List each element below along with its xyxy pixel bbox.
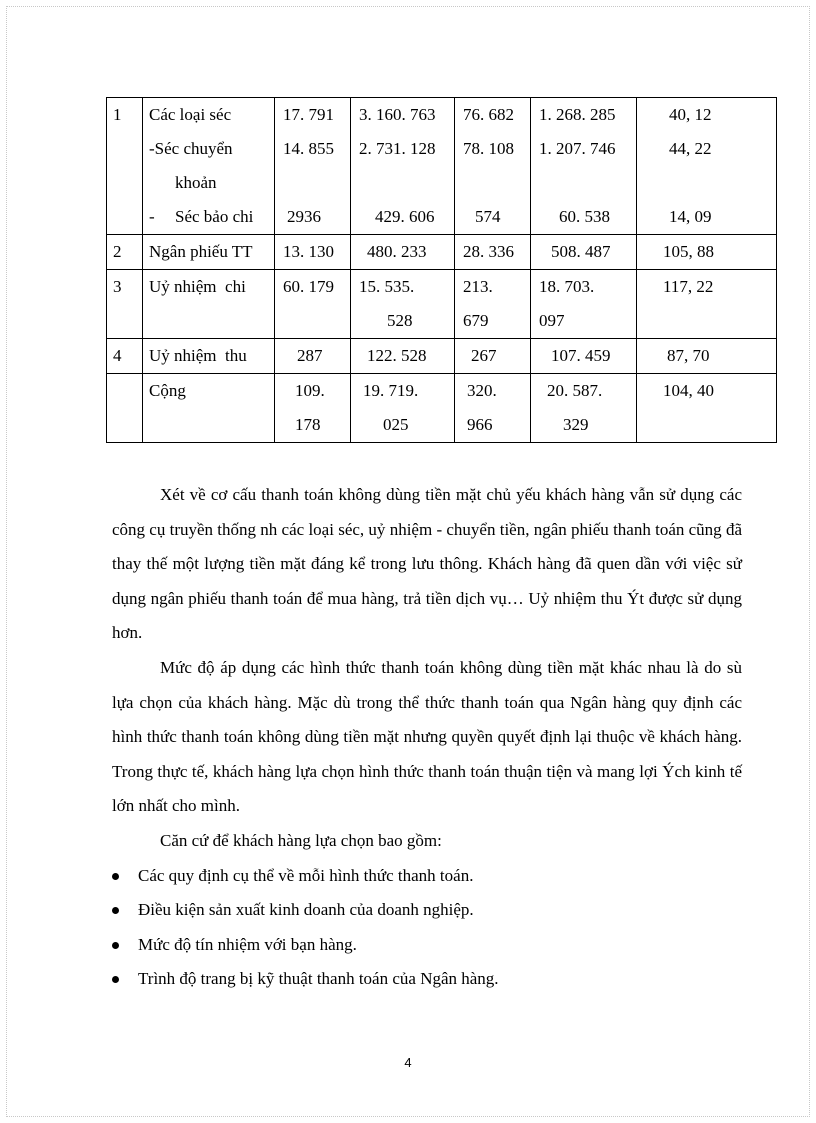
cell-col4: 107. 459 — [531, 339, 637, 374]
cell-col3: 213. 679 — [455, 270, 531, 339]
cell-col1: 109. 178 — [275, 374, 351, 443]
cell-col5: 40, 12 44, 22 14, 09 — [637, 98, 777, 235]
row-number: 4 — [107, 339, 143, 374]
list-item: Trình độ trang bị kỹ thuật thanh toán của Ngân hàng. — [112, 962, 742, 997]
body-text — [112, 478, 742, 997]
paragraph: Xét về cơ cấu thanh toán không dùng tiền mặt chủ yếu khách hàng vẫn sử dụng các công cụ truyền thống nh các loại séc, uỷ nhiệm - chuyển tiền, ngân phiếu thanh toán cũng đã thay thế một lượng tiền mặt đáng kể trong lưu thông. Khách hàng đã quen dần với việc sử dụng ngân phiếu thanh toán để mua hàng, trả tiền dịch vụ… Uỷ nhiệm thu Ýt được sử dụng hơn. — [112, 485, 742, 643]
cell-col4: 18. 703. 097 — [531, 270, 637, 339]
paragraph: Mức độ áp dụng các hình thức thanh toán không dùng tiền mặt khác nhau là do sù lựa chọn của khách hàng. Mặc dù trong thể thức thanh toán qua Ngân hàng quy định các hình thức thanh toán không dùng tiền mặt nhưng quyền quyết định lại thuộc về khách hàng. Trong thực tế, khách hàng lựa chọn hình thức thanh toán thuận tiện và mang lợi Ých kinh tế lớn nhất cho mình. — [112, 657, 742, 816]
cell-col3: 28. 336 — [455, 235, 531, 270]
cell-col2: 15. 535. 528 — [351, 270, 455, 339]
cell-col1: 287 — [275, 339, 351, 374]
cell-col5: 104, 40 — [637, 374, 777, 443]
cell-col4: 20. 587. 329 — [531, 374, 637, 443]
cell-col5: 117, 22 — [637, 270, 777, 339]
table-row — [107, 235, 777, 270]
cell-col1: 13. 130 — [275, 235, 351, 270]
row-label: Uỷ nhiệm thu — [143, 339, 275, 374]
row-number: 1 — [107, 98, 143, 235]
row-number: 3 — [107, 270, 143, 339]
cell-col2: 480. 233 — [351, 235, 455, 270]
sub-item: - Séc bảo chi — [149, 207, 254, 226]
cell-col2: 19. 719. 025 — [351, 374, 455, 443]
cell-col4: 1. 268. 285 1. 207. 746 60. 538 — [531, 98, 637, 235]
list-item: Điều kiện sản xuất kinh doanh của doanh nghiệp. — [112, 893, 742, 928]
cell-col3: 267 — [455, 339, 531, 374]
bullet-icon — [112, 873, 119, 880]
sub-item: -Séc chuyển — [149, 139, 233, 158]
criteria-list — [112, 859, 742, 997]
row-number — [107, 374, 143, 443]
paragraph: Căn cứ để khách hàng lựa chọn bao gồm: — [160, 830, 442, 850]
table-row — [107, 339, 777, 374]
cell-col3: 76. 682 78. 108 574 — [455, 98, 531, 235]
cell-col2: 3. 160. 763 2. 731. 128 429. 606 — [351, 98, 455, 235]
page-number: 4 — [404, 1055, 412, 1070]
bullet-icon — [112, 907, 119, 914]
list-item: Các quy định cụ thể về mỗi hình thức thanh toán. — [112, 859, 742, 894]
cell-col2: 122. 528 — [351, 339, 455, 374]
row-label: Ngân phiếu TT — [143, 235, 275, 270]
cell-col5: 87, 70 — [637, 339, 777, 374]
cell-col3: 320. 966 — [455, 374, 531, 443]
bullet-icon — [112, 942, 119, 949]
bullet-icon — [112, 976, 119, 983]
row-label: Cộng — [143, 374, 275, 443]
cell-col1: 60. 179 — [275, 270, 351, 339]
list-item: Mức độ tín nhiệm với bạn hàng. — [112, 928, 742, 963]
row-number: 2 — [107, 235, 143, 270]
cell-col1: 17. 791 14. 855 2936 — [275, 98, 351, 235]
cell-col5: 105, 88 — [637, 235, 777, 270]
table-row — [107, 98, 777, 235]
table-row-total — [107, 374, 777, 443]
cell-col4: 508. 487 — [531, 235, 637, 270]
payment-table — [106, 97, 777, 443]
row-label: Uỷ nhiệm chi — [143, 270, 275, 339]
row-label: Các loại séc -Séc chuyển khoản - Séc bảo chi — [143, 98, 275, 235]
table-row — [107, 270, 777, 339]
